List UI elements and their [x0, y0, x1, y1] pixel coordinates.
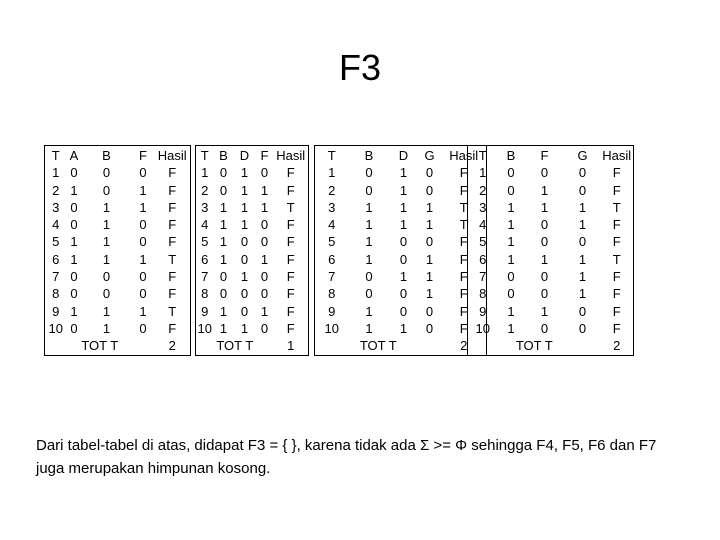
table-cell: F: [459, 251, 468, 267]
table-cell: 1: [365, 217, 373, 233]
total-value: 2: [613, 338, 621, 354]
table-cell: F: [612, 320, 621, 336]
table-cell: T: [459, 199, 468, 215]
table-cell: 7: [52, 269, 60, 285]
table-cell: 1: [540, 303, 549, 319]
table-row: [315, 182, 487, 199]
table-cell: 0: [260, 269, 269, 285]
table-row: [45, 303, 191, 320]
table-row: [45, 164, 191, 181]
table-cell: F: [459, 234, 468, 250]
table-row: [468, 303, 634, 320]
conclusion-text: Dari tabel-tabel di atas, didapat F3 = { }, karena tidak ada Σ >= Φ sehingga F4, F5, F6 dan F7 juga merupakan himpunan kosong.: [36, 437, 657, 477]
table-cell: 2: [328, 182, 336, 198]
table-cell: 1: [102, 251, 111, 267]
table-cell: 0: [139, 269, 147, 285]
table-cell: T: [286, 199, 295, 215]
table-row: [315, 251, 487, 268]
column-header: Hasil: [157, 148, 187, 163]
table-cell: 0: [578, 303, 587, 319]
table-cell: 1: [139, 251, 147, 267]
table-cell: 5: [328, 234, 336, 250]
table-row: [45, 216, 191, 233]
table-cell: 1: [260, 199, 269, 215]
table-cell: F: [168, 182, 177, 198]
table-cell: 1: [578, 217, 587, 233]
table-cell: 0: [399, 234, 408, 250]
table-cell: 1: [139, 303, 147, 319]
table-cell: 1: [139, 199, 147, 215]
table-row: [315, 164, 487, 181]
table-cell: F: [459, 165, 468, 181]
table-cell: 0: [70, 199, 78, 215]
table-cell: 1: [365, 199, 373, 215]
column-header: B: [506, 148, 516, 163]
table-cell: 1: [240, 165, 249, 181]
table-cell: F: [286, 165, 295, 181]
table-row: [45, 233, 191, 250]
table-cell: F: [459, 320, 468, 336]
table-cell: F: [286, 217, 295, 233]
table-cell: F: [459, 182, 468, 198]
table-cell: F: [459, 286, 468, 302]
table-cell: 1: [102, 217, 111, 233]
table-cell: 6: [328, 251, 336, 267]
truth-table-1: [44, 145, 191, 356]
column-header: D: [398, 148, 409, 163]
table-row: [315, 199, 487, 216]
table-cell: 5: [479, 234, 487, 250]
table-cell: 3: [479, 199, 487, 215]
table-cell: 9: [201, 303, 209, 319]
table-row: [196, 320, 309, 337]
table-cell: 1: [578, 269, 587, 285]
total-label: TOT T: [216, 338, 254, 354]
table-cell: 1: [240, 217, 249, 233]
table-cell: 0: [578, 182, 587, 198]
table-cell: 1: [399, 199, 408, 215]
column-header: A: [69, 148, 79, 163]
table-cell: 0: [70, 217, 78, 233]
column-header: T: [478, 148, 487, 163]
table-cell: 0: [139, 320, 147, 336]
column-header: F: [260, 148, 269, 163]
table-cell: 0: [540, 217, 549, 233]
table-row: [196, 233, 309, 250]
table-cell: 0: [102, 165, 111, 181]
table-row: [468, 182, 634, 199]
table-cell: 0: [260, 217, 269, 233]
table-cell: 1: [425, 199, 434, 215]
table-cell: T: [459, 217, 468, 233]
table-row: [45, 182, 191, 199]
table-cell: 1: [102, 234, 111, 250]
table-cell: 1: [507, 320, 515, 336]
table-cell: 1: [365, 320, 373, 336]
table-cell: 1: [70, 182, 78, 198]
table-cell: 8: [479, 286, 487, 302]
table-cell: F: [612, 182, 621, 198]
table-row: [468, 199, 634, 216]
table-cell: 0: [219, 182, 228, 198]
total-label: TOT T: [359, 338, 397, 354]
table-row: [45, 251, 191, 268]
table-row: [196, 182, 309, 199]
table-cell: 1: [240, 269, 249, 285]
table-cell: F: [612, 269, 621, 285]
table-cell: 10: [48, 320, 63, 336]
table-cell: F: [168, 320, 177, 336]
table-row: [45, 268, 191, 285]
table-cell: T: [168, 303, 177, 319]
table-cell: 1: [507, 251, 515, 267]
table-cell: 1: [365, 303, 373, 319]
table-cell: 0: [139, 286, 147, 302]
table-cell: 4: [328, 217, 336, 233]
table-cell: 1: [219, 217, 228, 233]
table-cell: 1: [399, 269, 408, 285]
table-row: [45, 285, 191, 302]
table-cell: 0: [260, 234, 269, 250]
table-cell: T: [612, 199, 621, 215]
table-cell: 0: [425, 165, 434, 181]
table-cell: 0: [365, 165, 373, 181]
table-row: [196, 268, 309, 285]
table-cell: F: [459, 269, 468, 285]
table-cell: 0: [139, 217, 147, 233]
page-title: F3: [338, 47, 381, 88]
table-cell: 0: [240, 303, 249, 319]
column-header: Hasil: [602, 148, 632, 163]
table-row: [315, 320, 487, 337]
table-cell: 0: [102, 269, 111, 285]
table-row: [196, 251, 309, 268]
table-cell: 0: [540, 269, 549, 285]
table-row: [315, 285, 487, 302]
table-cell: 3: [52, 199, 60, 215]
column-header: F: [540, 148, 549, 163]
table-cell: 1: [540, 199, 549, 215]
total-row: [45, 337, 191, 355]
table-cell: F: [612, 286, 621, 302]
table-cell: 0: [70, 320, 78, 336]
table-cell: 0: [540, 165, 549, 181]
table-cell: 1: [219, 303, 228, 319]
column-header: T: [200, 148, 209, 163]
column-header: B: [219, 148, 228, 163]
table-cell: 1: [365, 251, 373, 267]
table-cell: F: [286, 286, 295, 302]
table-cell: 7: [328, 269, 336, 285]
table-cell: F: [168, 199, 177, 215]
table-cell: 0: [240, 286, 249, 302]
column-header: B: [364, 148, 374, 163]
table-cell: 6: [479, 251, 487, 267]
table-cell: 1: [260, 251, 269, 267]
table-cell: 4: [479, 217, 487, 233]
table-cell: 0: [102, 286, 111, 302]
table-cell: 6: [52, 251, 60, 267]
table-cell: 0: [399, 286, 408, 302]
table-cell: 0: [219, 286, 228, 302]
table-cell: 5: [201, 234, 209, 250]
table-cell: 0: [578, 234, 587, 250]
table-cell: 8: [328, 286, 336, 302]
table-cell: 1: [70, 234, 78, 250]
table-cell: 1: [507, 234, 515, 250]
table-header-row: [468, 146, 634, 165]
table-cell: 1: [425, 251, 434, 267]
table-cell: 4: [52, 217, 60, 233]
table-cell: F: [168, 217, 177, 233]
table-cell: 1: [399, 165, 408, 181]
table-cell: 1: [219, 251, 228, 267]
table-cell: 10: [197, 320, 212, 336]
table-cell: 0: [425, 182, 434, 198]
table-row: [315, 268, 487, 285]
table-cell: F: [168, 165, 177, 181]
table-cell: 1: [240, 199, 249, 215]
table-cell: 1: [219, 320, 228, 336]
table-cell: 0: [399, 251, 408, 267]
table-cell: F: [286, 320, 295, 336]
table-row: [315, 303, 487, 320]
table-cell: 0: [365, 286, 373, 302]
table-cell: F: [286, 251, 295, 267]
total-label: TOT T: [515, 338, 553, 354]
table-cell: 0: [102, 182, 111, 198]
table-cell: 1: [102, 199, 111, 215]
table-cell: 0: [540, 320, 549, 336]
table-cell: 0: [425, 320, 434, 336]
table-cell: 1: [578, 286, 587, 302]
total-label: TOT T: [81, 338, 119, 354]
table-cell: 7: [201, 269, 209, 285]
table-cell: 3: [328, 199, 336, 215]
table-cell: 1: [540, 251, 549, 267]
table-row: [315, 233, 487, 250]
table-row: [468, 320, 634, 337]
table-cell: 1: [425, 269, 434, 285]
table-cell: 1: [578, 199, 587, 215]
table-cell: T: [168, 251, 177, 267]
table-cell: 2: [52, 182, 60, 198]
table-cell: 10: [475, 320, 490, 336]
table-cell: 0: [507, 286, 515, 302]
table-cell: F: [612, 303, 621, 319]
table-cell: 1: [507, 199, 515, 215]
table-cell: 0: [540, 286, 549, 302]
table-cell: 0: [540, 234, 549, 250]
table-cell: 1: [219, 234, 228, 250]
table-cell: 1: [578, 251, 587, 267]
table-cell: F: [612, 234, 621, 250]
table-cell: F: [286, 303, 295, 319]
table-row: [196, 216, 309, 233]
table-cell: 9: [479, 303, 487, 319]
table-cell: F: [168, 286, 177, 302]
table-cell: 1: [70, 251, 78, 267]
table-cell: 1: [365, 234, 373, 250]
table-cell: 0: [365, 269, 373, 285]
table-row: [45, 320, 191, 337]
truth-table-4: [467, 145, 634, 356]
table-row: [468, 268, 634, 285]
table-cell: 1: [139, 182, 147, 198]
column-header: T: [51, 148, 60, 163]
table-cell: 5: [52, 234, 60, 250]
table-row: [315, 216, 487, 233]
table-cell: 3: [201, 199, 209, 215]
table-cell: 0: [240, 234, 249, 250]
table-cell: 0: [425, 234, 434, 250]
table-cell: 1: [70, 303, 78, 319]
table-cell: 6: [201, 251, 209, 267]
table-cell: 0: [260, 165, 269, 181]
table-cell: 1: [260, 303, 269, 319]
table-header-row: [196, 146, 309, 165]
table-cell: F: [286, 182, 295, 198]
table-cell: F: [286, 269, 295, 285]
table-cell: 1: [240, 320, 249, 336]
truth-table-2: [195, 145, 309, 356]
table-cell: 0: [578, 320, 587, 336]
total-row: [468, 337, 634, 355]
table-row: [468, 216, 634, 233]
table-row: [196, 164, 309, 181]
table-cell: 0: [260, 286, 269, 302]
table-cell: 9: [328, 303, 336, 319]
total-value: 2: [460, 338, 468, 354]
table-row: [196, 199, 309, 216]
table-cell: 1: [399, 320, 408, 336]
table-cell: 0: [425, 303, 434, 319]
table-cell: 1: [507, 217, 515, 233]
table-cell: 0: [260, 320, 269, 336]
table-cell: 1: [240, 182, 249, 198]
table-header-row: [45, 146, 191, 165]
table-cell: 0: [507, 182, 515, 198]
table-cell: 1: [52, 165, 60, 181]
table-cell: 1: [260, 182, 269, 198]
table-cell: 1: [219, 199, 228, 215]
table-row: [468, 251, 634, 268]
table-cell: F: [286, 234, 295, 250]
column-header: D: [239, 148, 250, 163]
table-row: [468, 164, 634, 181]
table-cell: 1: [479, 165, 487, 181]
table-cell: 1: [507, 303, 515, 319]
table-cell: T: [612, 251, 621, 267]
total-value: 1: [287, 338, 295, 354]
total-row: [196, 337, 309, 355]
table-cell: 7: [479, 269, 487, 285]
table-cell: 0: [399, 303, 408, 319]
table-cell: F: [168, 269, 177, 285]
table-cell: 0: [219, 269, 228, 285]
table-row: [468, 285, 634, 302]
table-cell: 4: [201, 217, 209, 233]
table-cell: 0: [240, 251, 249, 267]
table-cell: 0: [70, 269, 78, 285]
column-header: G: [577, 148, 588, 163]
table-cell: F: [459, 303, 468, 319]
table-cell: 1: [399, 182, 408, 198]
table-cell: 0: [139, 165, 147, 181]
column-header: T: [327, 148, 336, 163]
table-cell: F: [612, 165, 621, 181]
table-cell: 0: [578, 165, 587, 181]
table-cell: 0: [507, 165, 515, 181]
table-cell: 0: [507, 269, 515, 285]
total-row: [315, 337, 487, 355]
table-row: [468, 233, 634, 250]
table-row: [196, 303, 309, 320]
table-cell: 1: [328, 165, 336, 181]
table-cell: 8: [201, 286, 209, 302]
table-cell: 0: [70, 286, 78, 302]
table-cell: 0: [219, 165, 228, 181]
column-header: Hasil: [276, 148, 306, 163]
table-cell: 0: [139, 234, 147, 250]
total-value: 2: [168, 338, 176, 354]
column-header: Hasil: [449, 148, 479, 163]
table-cell: 10: [324, 320, 339, 336]
table-cell: 2: [479, 182, 487, 198]
table-cell: 1: [425, 286, 434, 302]
table-cell: 0: [365, 182, 373, 198]
table-cell: 1: [201, 165, 209, 181]
table-cell: 1: [540, 182, 549, 198]
table-cell: F: [168, 234, 177, 250]
table-row: [45, 199, 191, 216]
column-header: F: [139, 148, 147, 163]
table-cell: 8: [52, 286, 60, 302]
table-cell: 9: [52, 303, 60, 319]
table-cell: 0: [70, 165, 78, 181]
table-cell: F: [612, 217, 621, 233]
column-header: G: [424, 148, 435, 163]
truth-table-3: [314, 145, 487, 356]
table-cell: 1: [399, 217, 408, 233]
table-cell: 2: [201, 182, 209, 198]
table-row: [196, 285, 309, 302]
table-cell: 1: [102, 303, 111, 319]
table-cell: 1: [425, 217, 434, 233]
table-cell: 1: [102, 320, 111, 336]
column-header: B: [102, 148, 111, 163]
table-header-row: [315, 146, 487, 165]
